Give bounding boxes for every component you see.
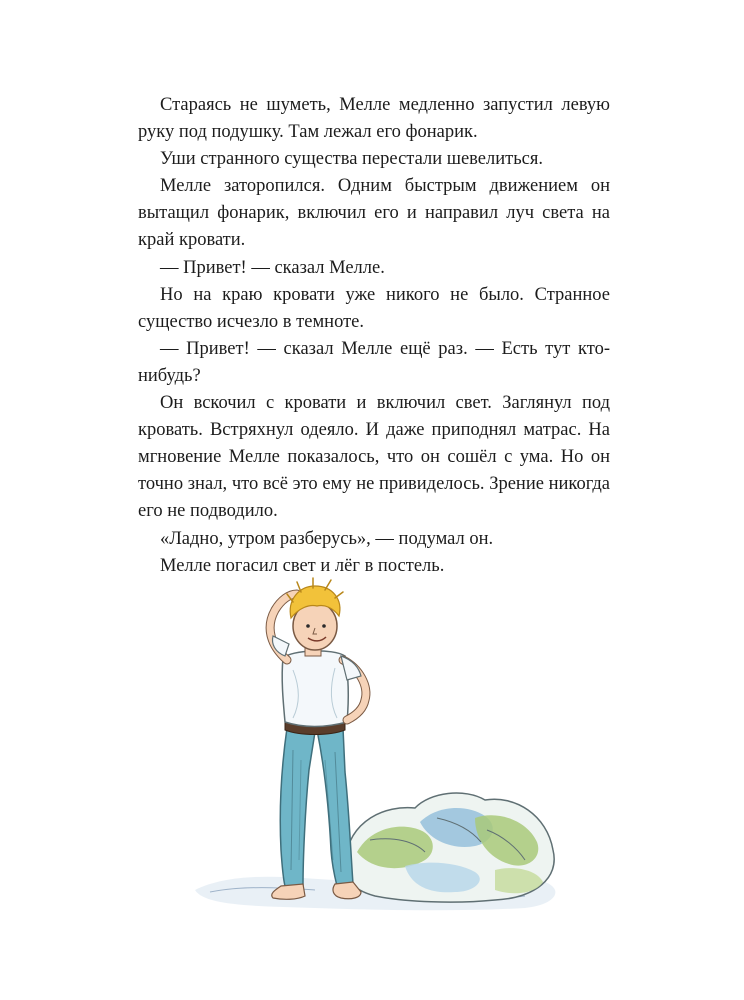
paragraph-5: Но на краю кровати уже никого не было. Странное существо исчезло в темноте.	[138, 284, 610, 332]
paragraph-2: Уши странного существа перестали шевелиться.	[160, 149, 544, 170]
paragraph-4: — Привет! — сказал Мелле.	[160, 257, 385, 278]
paragraph-9: Мелле погасил свет и лёг в постель.	[160, 555, 445, 576]
paragraph-8: «Ладно, утром разберусь», — подумал он.	[160, 528, 494, 549]
blanket-pile	[344, 793, 554, 902]
paragraph-1: Стараясь не шуметь, Мелле медленно запустил левую руку под подушку. Там лежал его фонарик.	[138, 95, 610, 143]
paragraph-6: — Привет! — сказал Мелле ещё раз. — Есть тут кто-нибудь?	[138, 338, 610, 386]
boy-illustration	[175, 560, 575, 940]
boy-figure	[270, 578, 366, 899]
paragraph-3: Мелле заторопился. Одним быстрым движением он вытащил фонарик, включил его и направил луч света на край кровати.	[138, 176, 610, 251]
paragraph-7: Он вскочил с кровати и включил свет. Заглянул под кровать. Встряхнул одеяло. И даже приподнял матрас. На мгновение Мелле показалось, что он сошёл с ума. Но он точно знал, что всё это ему не привиделось. Зрение никогда его не подводило.	[138, 393, 610, 522]
story-text	[138, 92, 610, 580]
